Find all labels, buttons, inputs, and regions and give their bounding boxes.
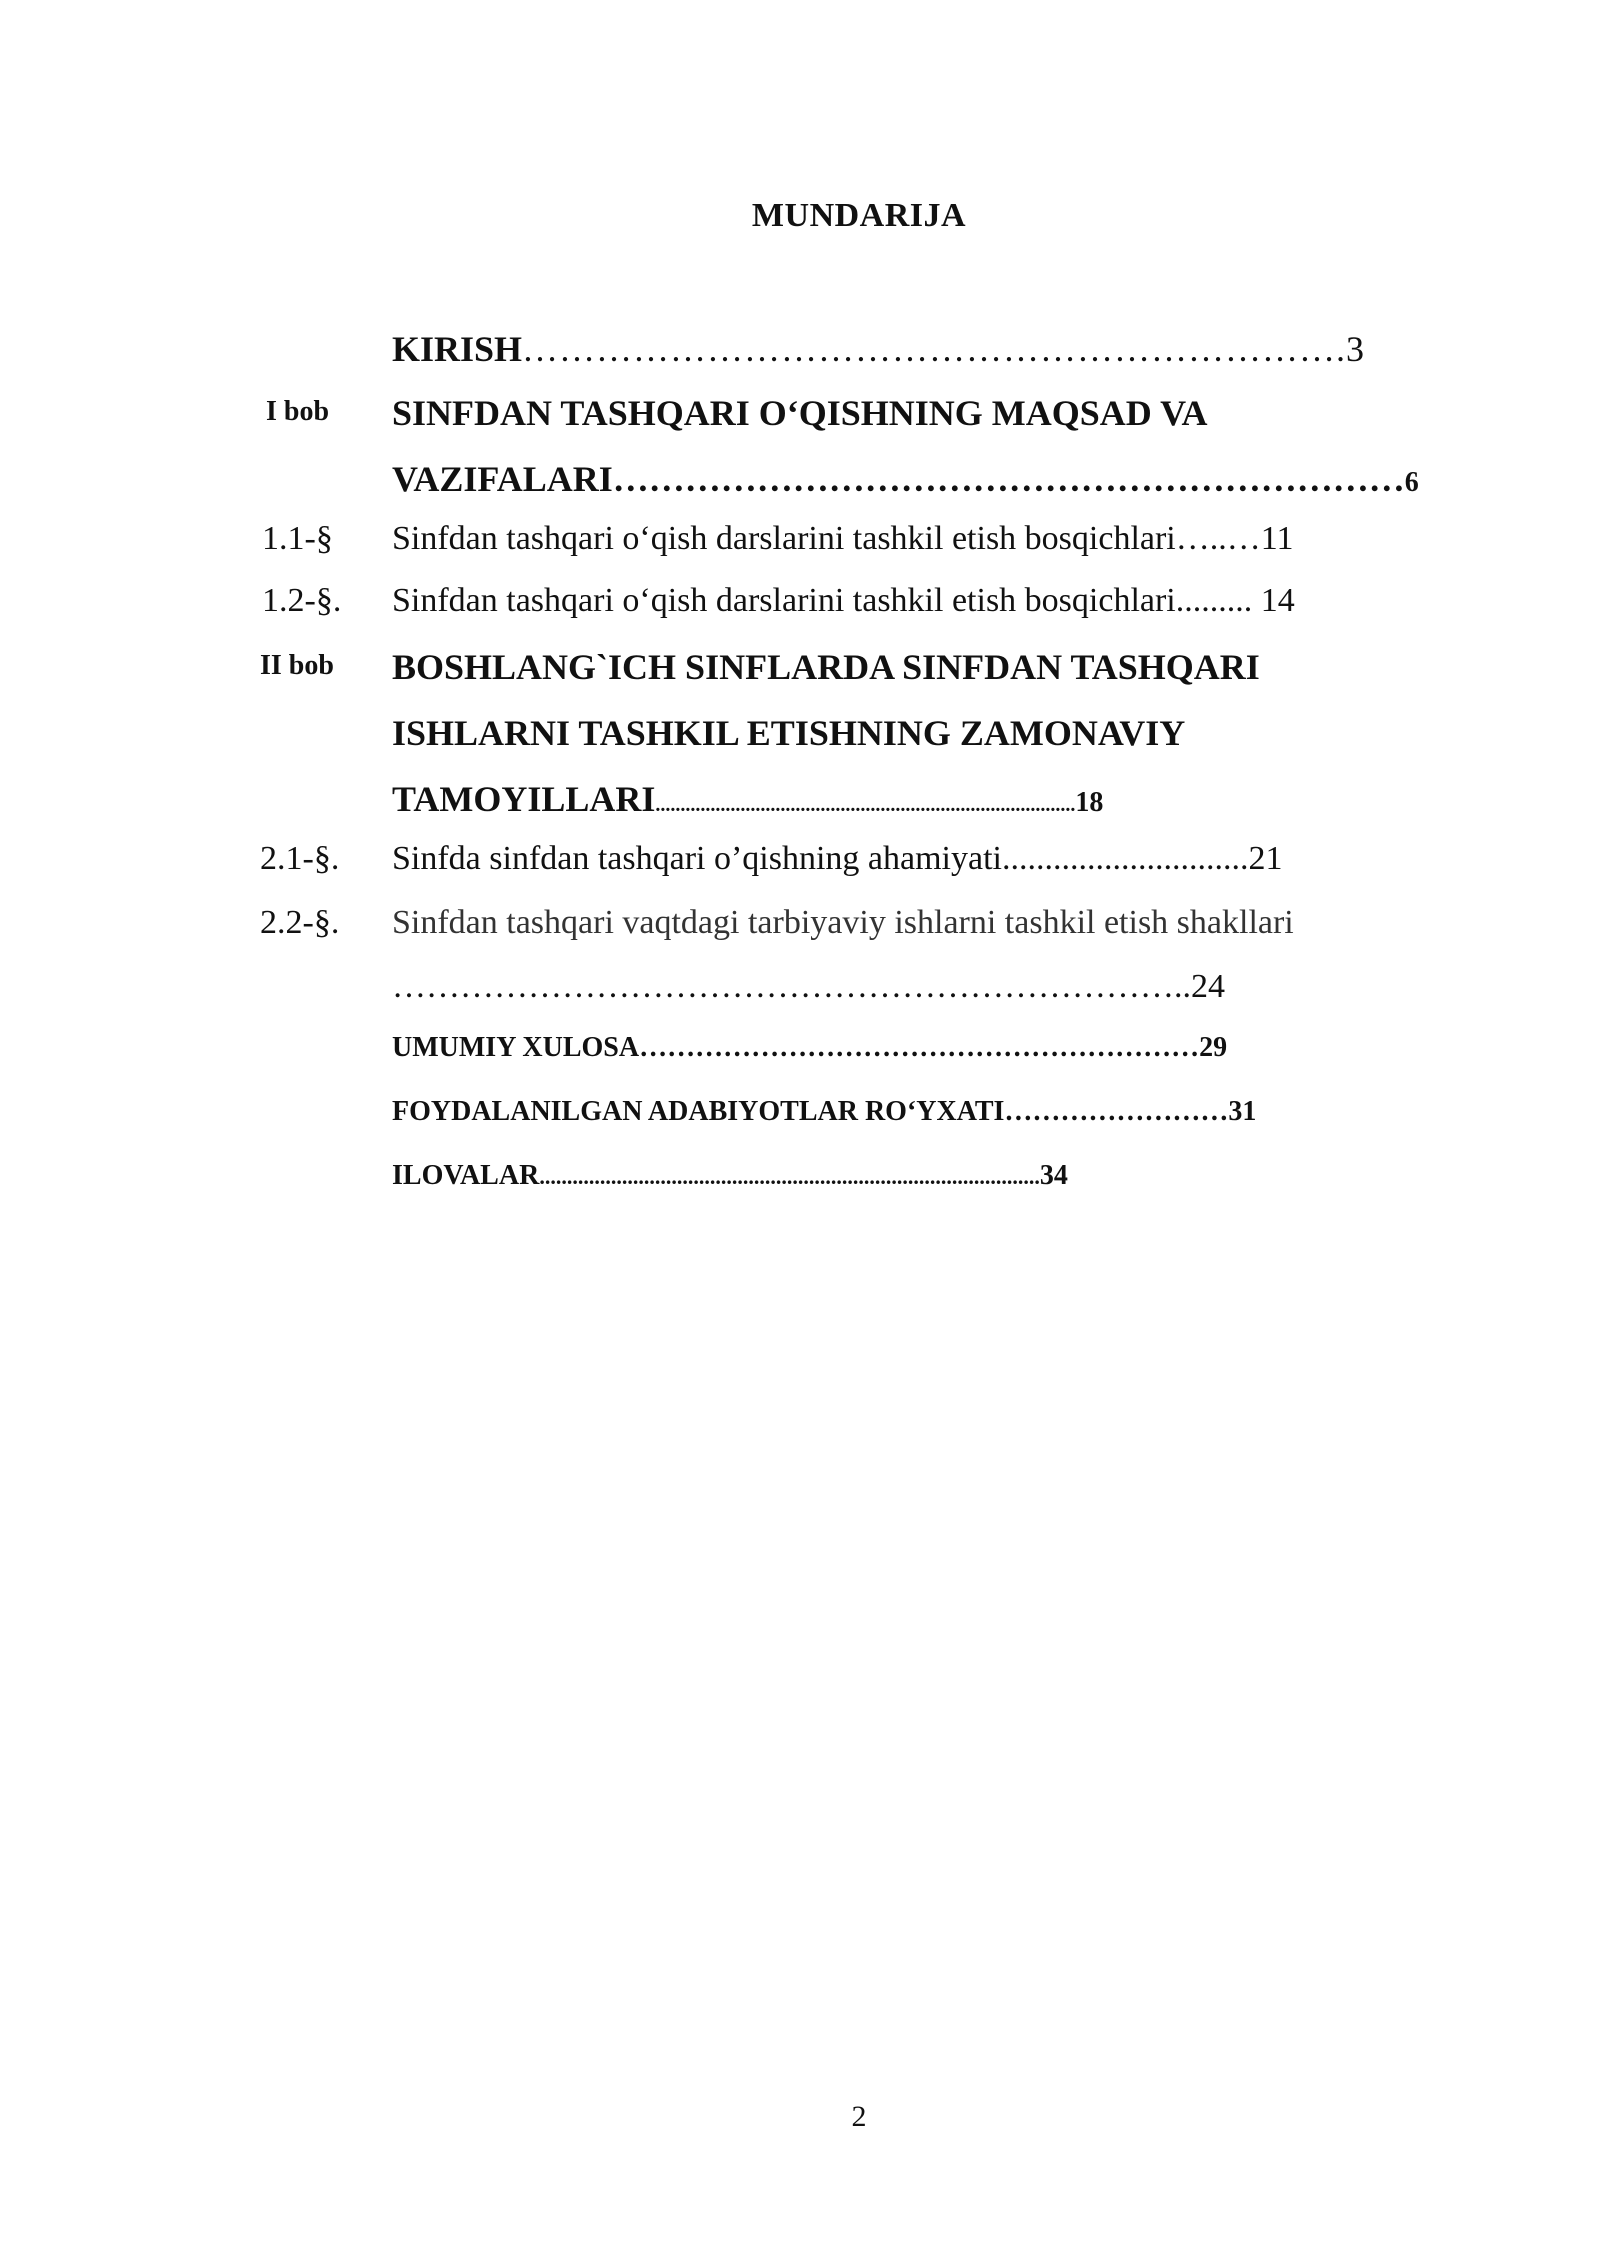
toc-entry-title: UMUMIY XULOSA……………………………………………………29 [392, 1032, 1228, 1063]
page-number: 2 [851, 2100, 867, 2133]
toc-entry-title: ISHLARNI TASHKIL ETISHNING ZAMONAVIY [392, 713, 1186, 753]
section-label: 2.2-§. [260, 904, 340, 941]
toc-entry-title: FOYDALANILGAN ADABIYOTLAR RO‘YXATI……………………31 [392, 1096, 1257, 1127]
section-label: 1.1-§ [262, 520, 333, 557]
chapter-label: II bob [260, 650, 334, 681]
toc-entry-title: TAMOYILLARI....................................................................................18 [392, 779, 1104, 819]
toc-entry-title: Sinfdan tashqari o‘qish darslarini tashkil etish bosqichlari…..…11 [392, 520, 1294, 557]
toc-heading: MUNDARIJA [751, 197, 967, 234]
toc-entry-title: KIRISH………………………………………………………….3 [392, 329, 1366, 369]
toc-entry-title: Sinfdan tashqari vaqtdagi tarbiyaviy ishlarni tashkil etish shakllari [392, 904, 1294, 941]
section-label: 2.1-§. [260, 840, 340, 877]
section-label: 1.2-§. [262, 582, 342, 619]
toc-entry-title: SINFDAN TASHQARI O‘QISHNING MAQSAD VA [392, 393, 1208, 433]
chapter-label: I bob [266, 396, 330, 427]
toc-entry-title: Sinfdan tashqari o‘qish darslarini tashkil etish bosqichlari......... 14 [392, 582, 1295, 619]
toc-entry-title: Sinfda sinfdan tashqari o’qishning ahamiyati.............................21 [392, 840, 1283, 877]
toc-entry-title: ILOVALAR...........................................................................................34 [392, 1160, 1068, 1191]
toc-entry-leader: ……………………………………………………………..24 [392, 968, 1225, 1005]
toc-entry-title: BOSHLANG`ICH SINFLARDA SINFDAN TASHQARI [392, 647, 1260, 687]
toc-entry-title: VAZIFALARI…………………………………………………………6 [392, 459, 1419, 499]
